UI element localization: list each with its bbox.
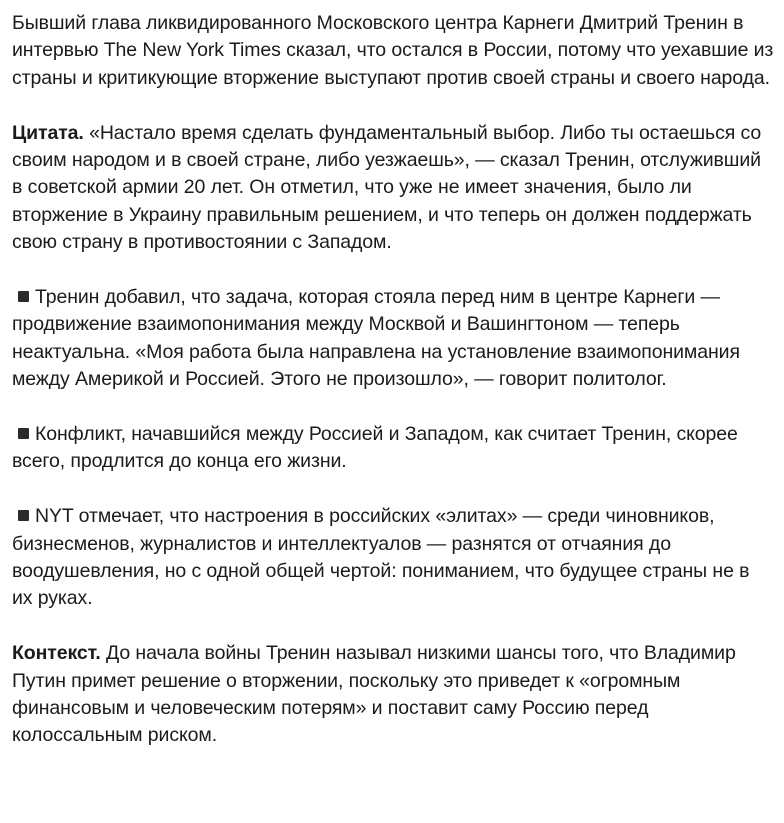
quote-text: «Настало время сделать фундаментальный выбор. Либо ты остаешься со своим народом и в своей стране, либо уезжаешь», — сказал Тренин, отслуживший в советской армии 20 лет. Он отметил, что уже не имеет значения, было ли вторжение в Украину правильным решением, и что теперь он должен поддержать свою страну в противостоянии с Западом. bbox=[12, 121, 762, 254]
context-label: Контекст. bbox=[12, 642, 101, 665]
bullet-text-2: Конфликт, начавшийся между Россией и Западом, как считает Тренин, скорее всего, продлится до конца его жизни. bbox=[12, 423, 738, 473]
square-bullet-icon bbox=[18, 428, 29, 439]
quote-paragraph bbox=[12, 120, 774, 257]
bullet-paragraph-2 bbox=[12, 421, 774, 476]
bullet-text-3: NYT отмечает, что настроения в российских «элитах» — среди чиновников, бизнесменов, журналистов и интеллектуалов — разнятся от отчаяния до воодушевления, но с одной общей чертой: пониманием, что будущее страны не в их руках. bbox=[12, 505, 750, 610]
bullet-paragraph-3 bbox=[12, 503, 774, 613]
intro-text: Бывший глава ликвидированного Московского центра Карнеги Дмитрий Тренин в интервью The New York Times сказал, что остался в России, потому что уехавшие из страны и критикующие вторжение выступают против своей страны и своего народа. bbox=[12, 12, 774, 89]
context-text: До начала войны Тренин называл низкими шансы того, что Владимир Путин примет решение о вторжении, поскольку это приведет к «огромным финансовым и человеческим потерям» и поставит саму Россию перед колоссальным риском. bbox=[12, 642, 736, 747]
bullet-paragraph-1 bbox=[12, 284, 774, 394]
quote-label: Цитата. bbox=[12, 121, 84, 144]
bullet-text-1: Тренин добавил, что задача, которая стояла перед ним в центре Карнеги — продвижение взаимопонимания между Москвой и Вашингтоном — теперь неактуальна. «Моя работа была направлена на установление взаимопонимания между Америкой и Россией. Этого не произошло», — говорит политолог. bbox=[12, 286, 740, 391]
intro-paragraph bbox=[12, 10, 774, 92]
square-bullet-icon bbox=[18, 291, 29, 302]
square-bullet-icon bbox=[18, 510, 29, 521]
context-paragraph bbox=[12, 640, 774, 750]
